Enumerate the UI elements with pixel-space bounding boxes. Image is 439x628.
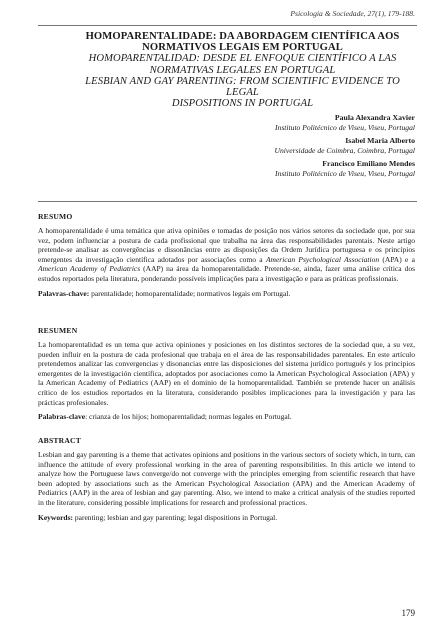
section-divider (38, 201, 417, 202)
title-pt-line-2: NORMATIVOS LEGAIS EM PORTUGAL (142, 42, 343, 54)
title-block (38, 31, 417, 109)
author-entry (155, 113, 415, 133)
abstract-text: Lesbian and gay parenting is a theme that activates opinions and positions in the various sectors of society which, in turn, can influence the attitude of every professional working in the area of parenting responsibilities. In this article we intend to analyze how the Portuguese laws converge/do not converge with the principles emerging from scientific research that have been adopted by associations such as the American Psychological Association (APA) and the American Academy of Pediatrics (AAP) in the area of lesbian and gay parenting. Also, we intend to make a critical analysis of the studies reported in the literature, considering possible implications for research and professional practices. (38, 450, 415, 507)
keywords-label: Palavras-chave: (38, 288, 90, 298)
keywords-text: parentalidade; homoparentalidade; normativos legais em Portugal. (89, 288, 291, 298)
resumo-text: A homoparentalidade é uma temática que ativa opiniões e tomadas de posição nos vários setores da sociedade que, por sua vez, podem influenciar a postura de cada profissional que trabalha na área das responsabilidades parentais. Neste artigo pretende-se analisar as convergências e dissonâncias entre as disposições da Ordem Jurídica portuguesa e os princípios emergentes da investigação científica adotados por associações como a American Psychological Association (APA) e a American Academy of Pediatrics (AAP) na área da homoparentalidade. Pretende-se, ainda, fazer uma análise crítica dos estudos reportados pela literatura, ponderando possíveis implicações para a investigação e para as práticas profissionais. (38, 226, 416, 283)
resumo-section (38, 212, 415, 298)
title-pt-line-1: HOMOPARENTALIDADE: DA ABORDAGEM CIENTÍFICA AOS (85, 31, 400, 42)
abstract-keywords (38, 513, 415, 523)
resumen-text: La homoparentalidad es un tema que activa opiniones y posiciones en los distintos sectores de la sociedad que, a su vez, pueden influir en la postura de cada profesional que trabaja en el área de las responsabilidades parentales. En este artículo pretendemos analizar las convergencias y disonancias entre las disposiciones del sistema jurídico portugués y los principios emergentes de la investigación científica, adoptados por asociaciones como la American Psychological Association (APA) y la American Academy of Pediatrics (AAP) en el dominio de la homoparentalidad. También se pretende hacer un análisis crítico de los estudios reportados en la literatura, considerando posibles implicaciones para la investigación y para las prácticas profesionales. (38, 340, 415, 407)
author-list (155, 113, 415, 182)
journal-reference: Psicologia & Sociedade, 27(1), 179-188. (290, 9, 415, 18)
title-en-line-2: DISPOSITIONS IN PORTUGAL (171, 98, 314, 110)
author-affiliation: Instituto Politécnico de Viseu, Viseu, Portugal (275, 169, 415, 178)
author-entry (155, 159, 415, 179)
resumen-heading: RESUMEN (38, 326, 78, 335)
author-name: Isabel Maria Alberto (345, 136, 415, 145)
resumen-keywords (38, 412, 415, 422)
title-en-line-1: LESBIAN AND GAY PARENTING: FROM SCIENTIFIC EVIDENCE TO LEGAL (85, 75, 400, 99)
abstract-heading: ABSTRACT (38, 436, 81, 445)
keywords-text: parenting; lesbian and gay parenting; legal dispositions in Portugal. (73, 512, 278, 522)
title-spanish (38, 53, 417, 75)
title-es-line-2: NORMATIVAS LEGALES EN PORTUGAL (149, 64, 336, 76)
resumo-heading: RESUMO (38, 212, 73, 221)
author-affiliation: Instituto Politécnico de Viseu, Viseu, Portugal (275, 123, 415, 132)
keywords-label: Palabras-clave (38, 412, 86, 422)
title-english (38, 76, 417, 110)
author-affiliation: Universidade de Coimbra, Coimbra, Portugal (274, 146, 415, 155)
keywords-text: : crianza de los hijos; homoparentalidad; normas legales en Portugal. (85, 412, 292, 422)
title-es-line-1: HOMOPARENTALIDAD: DESDE EL ENFOQUE CIENTÍFICO A LAS (88, 53, 397, 65)
page-number: 179 (401, 608, 415, 618)
top-divider (38, 25, 417, 26)
keywords-label: Keywords: (38, 512, 73, 522)
abstract-section (38, 436, 415, 522)
author-name: Francisco Emiliano Mendes (322, 159, 415, 168)
author-entry (155, 136, 415, 156)
resumen-section (38, 326, 415, 422)
resumo-keywords (38, 289, 415, 299)
title-portuguese (38, 31, 417, 53)
author-name: Paula Alexandra Xavier (334, 113, 415, 122)
